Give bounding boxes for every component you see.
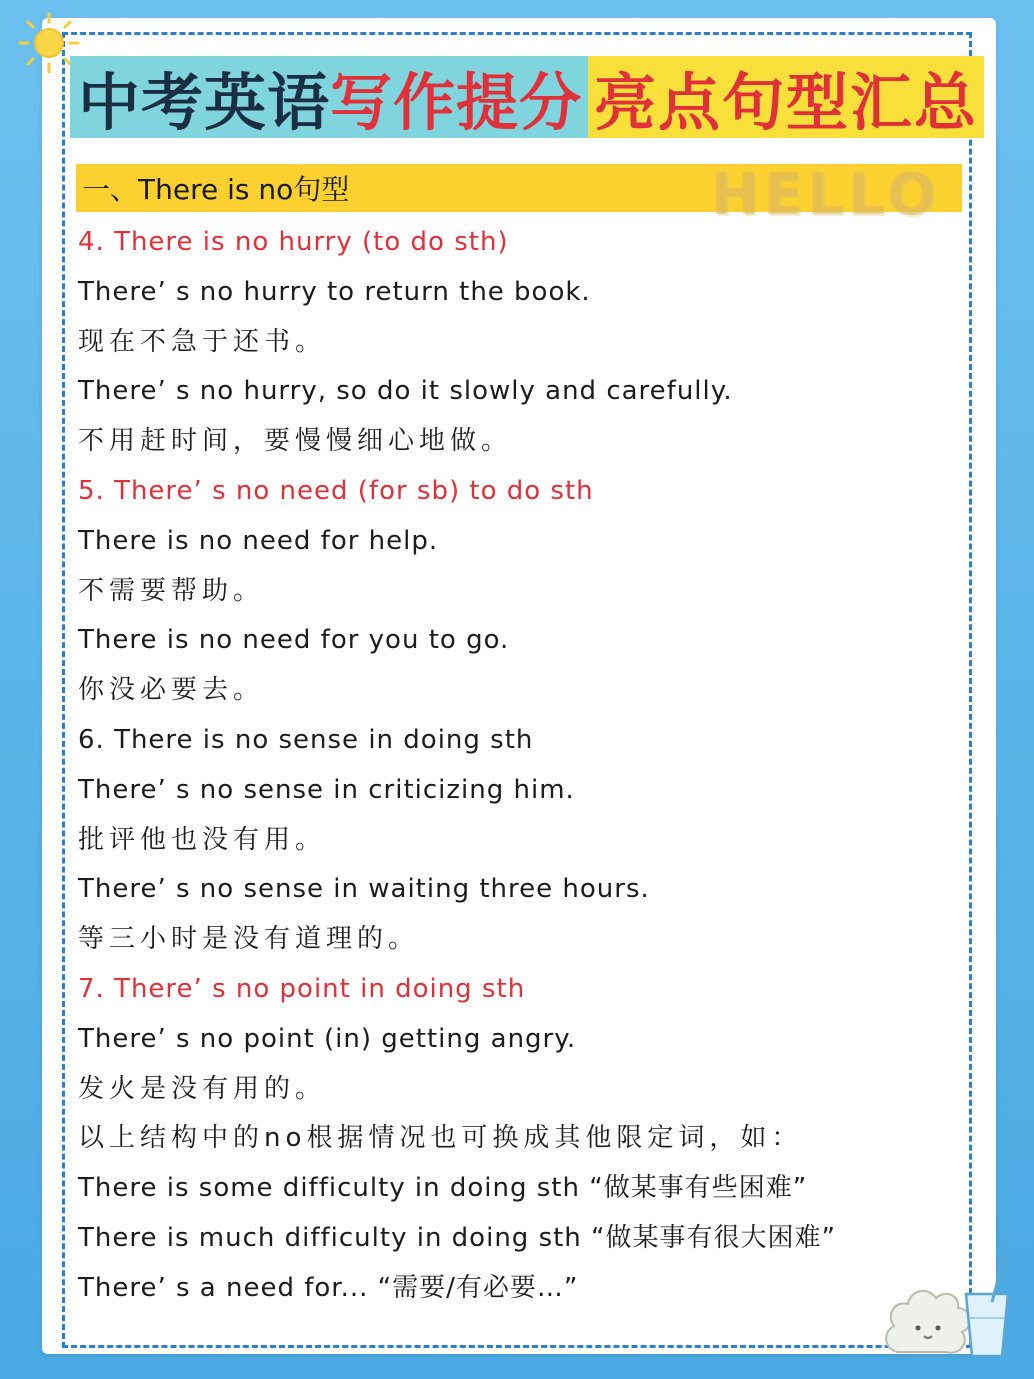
chinese-translation: 批评他也没有用。 [78,824,327,855]
example-sentence: There’ s no hurry, so do it slowly and carefully. [78,376,733,407]
pattern-heading: 4. There is no hurry (to do sth) [78,227,509,257]
example-sentence: There’ s no hurry to return the book. [78,276,591,307]
chinese-translation: 现在不急于还书。 [78,326,327,357]
example-sentence: There is no need for you to go. [78,625,510,656]
example-sentence: There’ s no sense in criticizing him. [78,774,575,805]
example-sentence: There’ s no point (in) getting angry. [78,1023,577,1054]
pattern-heading: 5. There’ s no need (for sb) to do sth [78,475,594,506]
cat-cloud-icon [880,1232,1020,1362]
chinese-translation: 不需要帮助。 [78,575,265,606]
chinese-translation: 等三小时是没有道理的。 [78,924,420,955]
title-part-3: 亮点句型汇总 [594,65,979,139]
example-sentence: 6. There is no sense in doing sth [78,724,534,755]
pattern-heading: 7. There’ s no point in doing sth [78,973,526,1004]
example-sentence: There is some difficulty in doing sth “做某事有些困难” [78,1173,808,1204]
title-highlight-yellow [588,56,984,138]
section-header [76,160,962,228]
chinese-translation: 以上结构中的no根据情况也可换成其他限定词，如： [78,1123,803,1154]
example-sentence: There’ s no sense in waiting three hours. [78,874,650,905]
hello-watermark: HELLO [710,160,940,228]
chinese-translation: 发火是没有用的。 [78,1073,327,1104]
example-sentence: There’ s a need for... “需要/有必要…” [78,1272,579,1303]
example-sentence: There is no need for help. [78,525,439,556]
chinese-translation: 你没必要去。 [78,675,265,706]
title-highlight-teal [70,56,588,138]
page-title [70,56,984,138]
title-part-1: 中考英语 [78,65,331,139]
section-label: 一、There is no句型 [82,173,350,206]
drink-cup-icon [966,1250,1008,1356]
example-sentence: There is much difficulty in doing sth “做某事有很大困难” [78,1222,836,1253]
title-part-2: 写作提分 [330,65,583,139]
sentence-list [78,218,958,1314]
chinese-translation: 不用赶时间，要慢慢细心地做。 [78,426,513,457]
